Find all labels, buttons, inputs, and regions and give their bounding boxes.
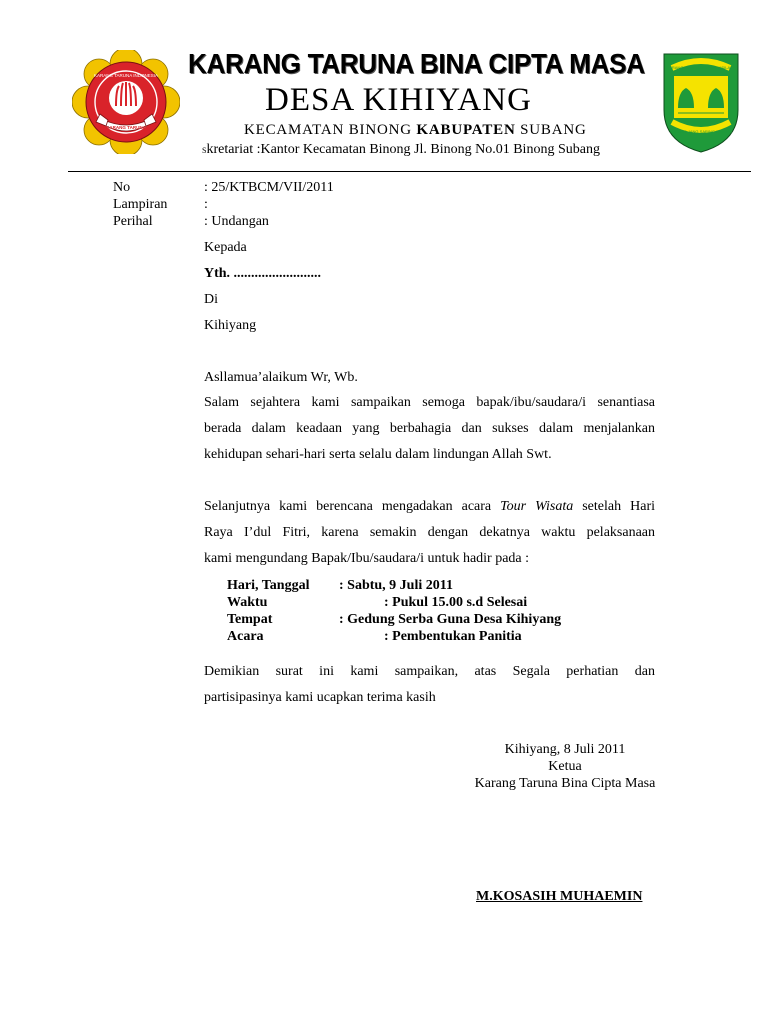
- subang-text: SUBANG: [520, 122, 587, 138]
- event-value: : Sabtu, 9 Juli 2011: [339, 578, 453, 593]
- recipient-yth: Yth. .........................: [204, 266, 322, 281]
- paragraph-line: partisipasinya kami ucapkan terima kasih: [204, 690, 436, 705]
- paragraph-line: Demikian surat ini kami sampaikan, atas Segala perhatian dan: [204, 664, 655, 679]
- emblem-ribbon-text: KARANG TARUNA: [106, 125, 146, 130]
- emblem-top-text: RANGGAWULUNG PANCASILA: [671, 65, 731, 70]
- paragraph-line: Salam sejahtera kami sampaikan semoga bapak/ibu/saudara/i senantiasa: [204, 395, 655, 410]
- recipient-place: Kihiyang: [204, 318, 257, 333]
- event-label: Waktu: [227, 595, 268, 610]
- perihal-value: : Undangan: [204, 214, 269, 229]
- secretariat-initial: S: [202, 146, 207, 155]
- no-label: No: [113, 180, 131, 195]
- district-line: [244, 122, 587, 139]
- perihal-label: Perihal: [113, 214, 153, 229]
- greeting: Asllamua’alaikum Wr, Wb.: [204, 370, 358, 385]
- organization-name: KARANG TARUNA BINA CIPTA MASA: [188, 48, 645, 79]
- emblem-top-text: KARANG TARUNA INDONESIA: [93, 73, 159, 78]
- paragraph-wishes: [204, 390, 655, 468]
- signatory-name: M.KOSASIH MUHAEMIN: [476, 889, 643, 904]
- signature-organization: Karang Taruna Bina Cipta Masa: [474, 776, 656, 791]
- subang-regency-emblem: [660, 50, 742, 154]
- kecamatan-text: KECAMATAN BINONG: [244, 122, 412, 138]
- event-value: : Pembentukan Panitia: [384, 629, 522, 644]
- paragraph-invitation: [204, 494, 655, 572]
- kabupaten-text: KABUPATEN: [416, 122, 516, 138]
- paragraph-line: berada dalam keadaan yang berbahagia dan sukses dalam menjalankan: [204, 421, 655, 436]
- event-label: Acara: [227, 629, 264, 644]
- no-value: : 25/KTBCM/VII/2011: [204, 180, 334, 195]
- event-value: : Pukul 15.00 s.d Selesai: [384, 595, 528, 610]
- paragraph-line: Raya I’dul Fitri, karena semakin dengan dekatnya waktu pelaksanaan: [204, 525, 655, 540]
- secretariat-line: [202, 142, 600, 158]
- paragraph-line: kami mengundang Bapak/Ibu/saudara/i untuk hadir pada :: [204, 551, 530, 566]
- letterhead-divider: [68, 171, 751, 172]
- karang-taruna-emblem: [72, 50, 180, 154]
- event-label: Tempat: [227, 612, 273, 627]
- village-name: DESA KIHIYANG: [265, 82, 532, 118]
- lampiran-label: Lampiran: [113, 197, 168, 212]
- lampiran-value: :: [204, 197, 208, 212]
- paragraph-line: [204, 494, 655, 520]
- signature-role: Ketua: [548, 759, 582, 774]
- recipient-kepada: Kepada: [204, 240, 247, 255]
- emblem-bottom-text: SUBANG JANG SARING SALUYU: [669, 129, 733, 134]
- line-text: Selanjutnya kami berencana mengadakan acara: [204, 499, 492, 514]
- secretariat-address: kretariat :Kantor Kecamatan Binong Jl. Binong No.01 Binong Subang: [206, 142, 600, 157]
- paragraph-closing: [204, 659, 655, 711]
- event-name: Tour Wisata: [500, 499, 574, 514]
- paragraph-line: kehidupan sehari-hari serta selalu dalam lindungan Allah Swt.: [204, 447, 552, 462]
- event-label: Hari, Tanggal: [227, 578, 310, 593]
- event-value: : Gedung Serba Guna Desa Kihiyang: [339, 612, 562, 627]
- signature-date: Kihiyang, 8 Juli 2011: [504, 742, 626, 757]
- recipient-di: Di: [204, 292, 218, 307]
- line-text: setelah Hari: [582, 499, 655, 514]
